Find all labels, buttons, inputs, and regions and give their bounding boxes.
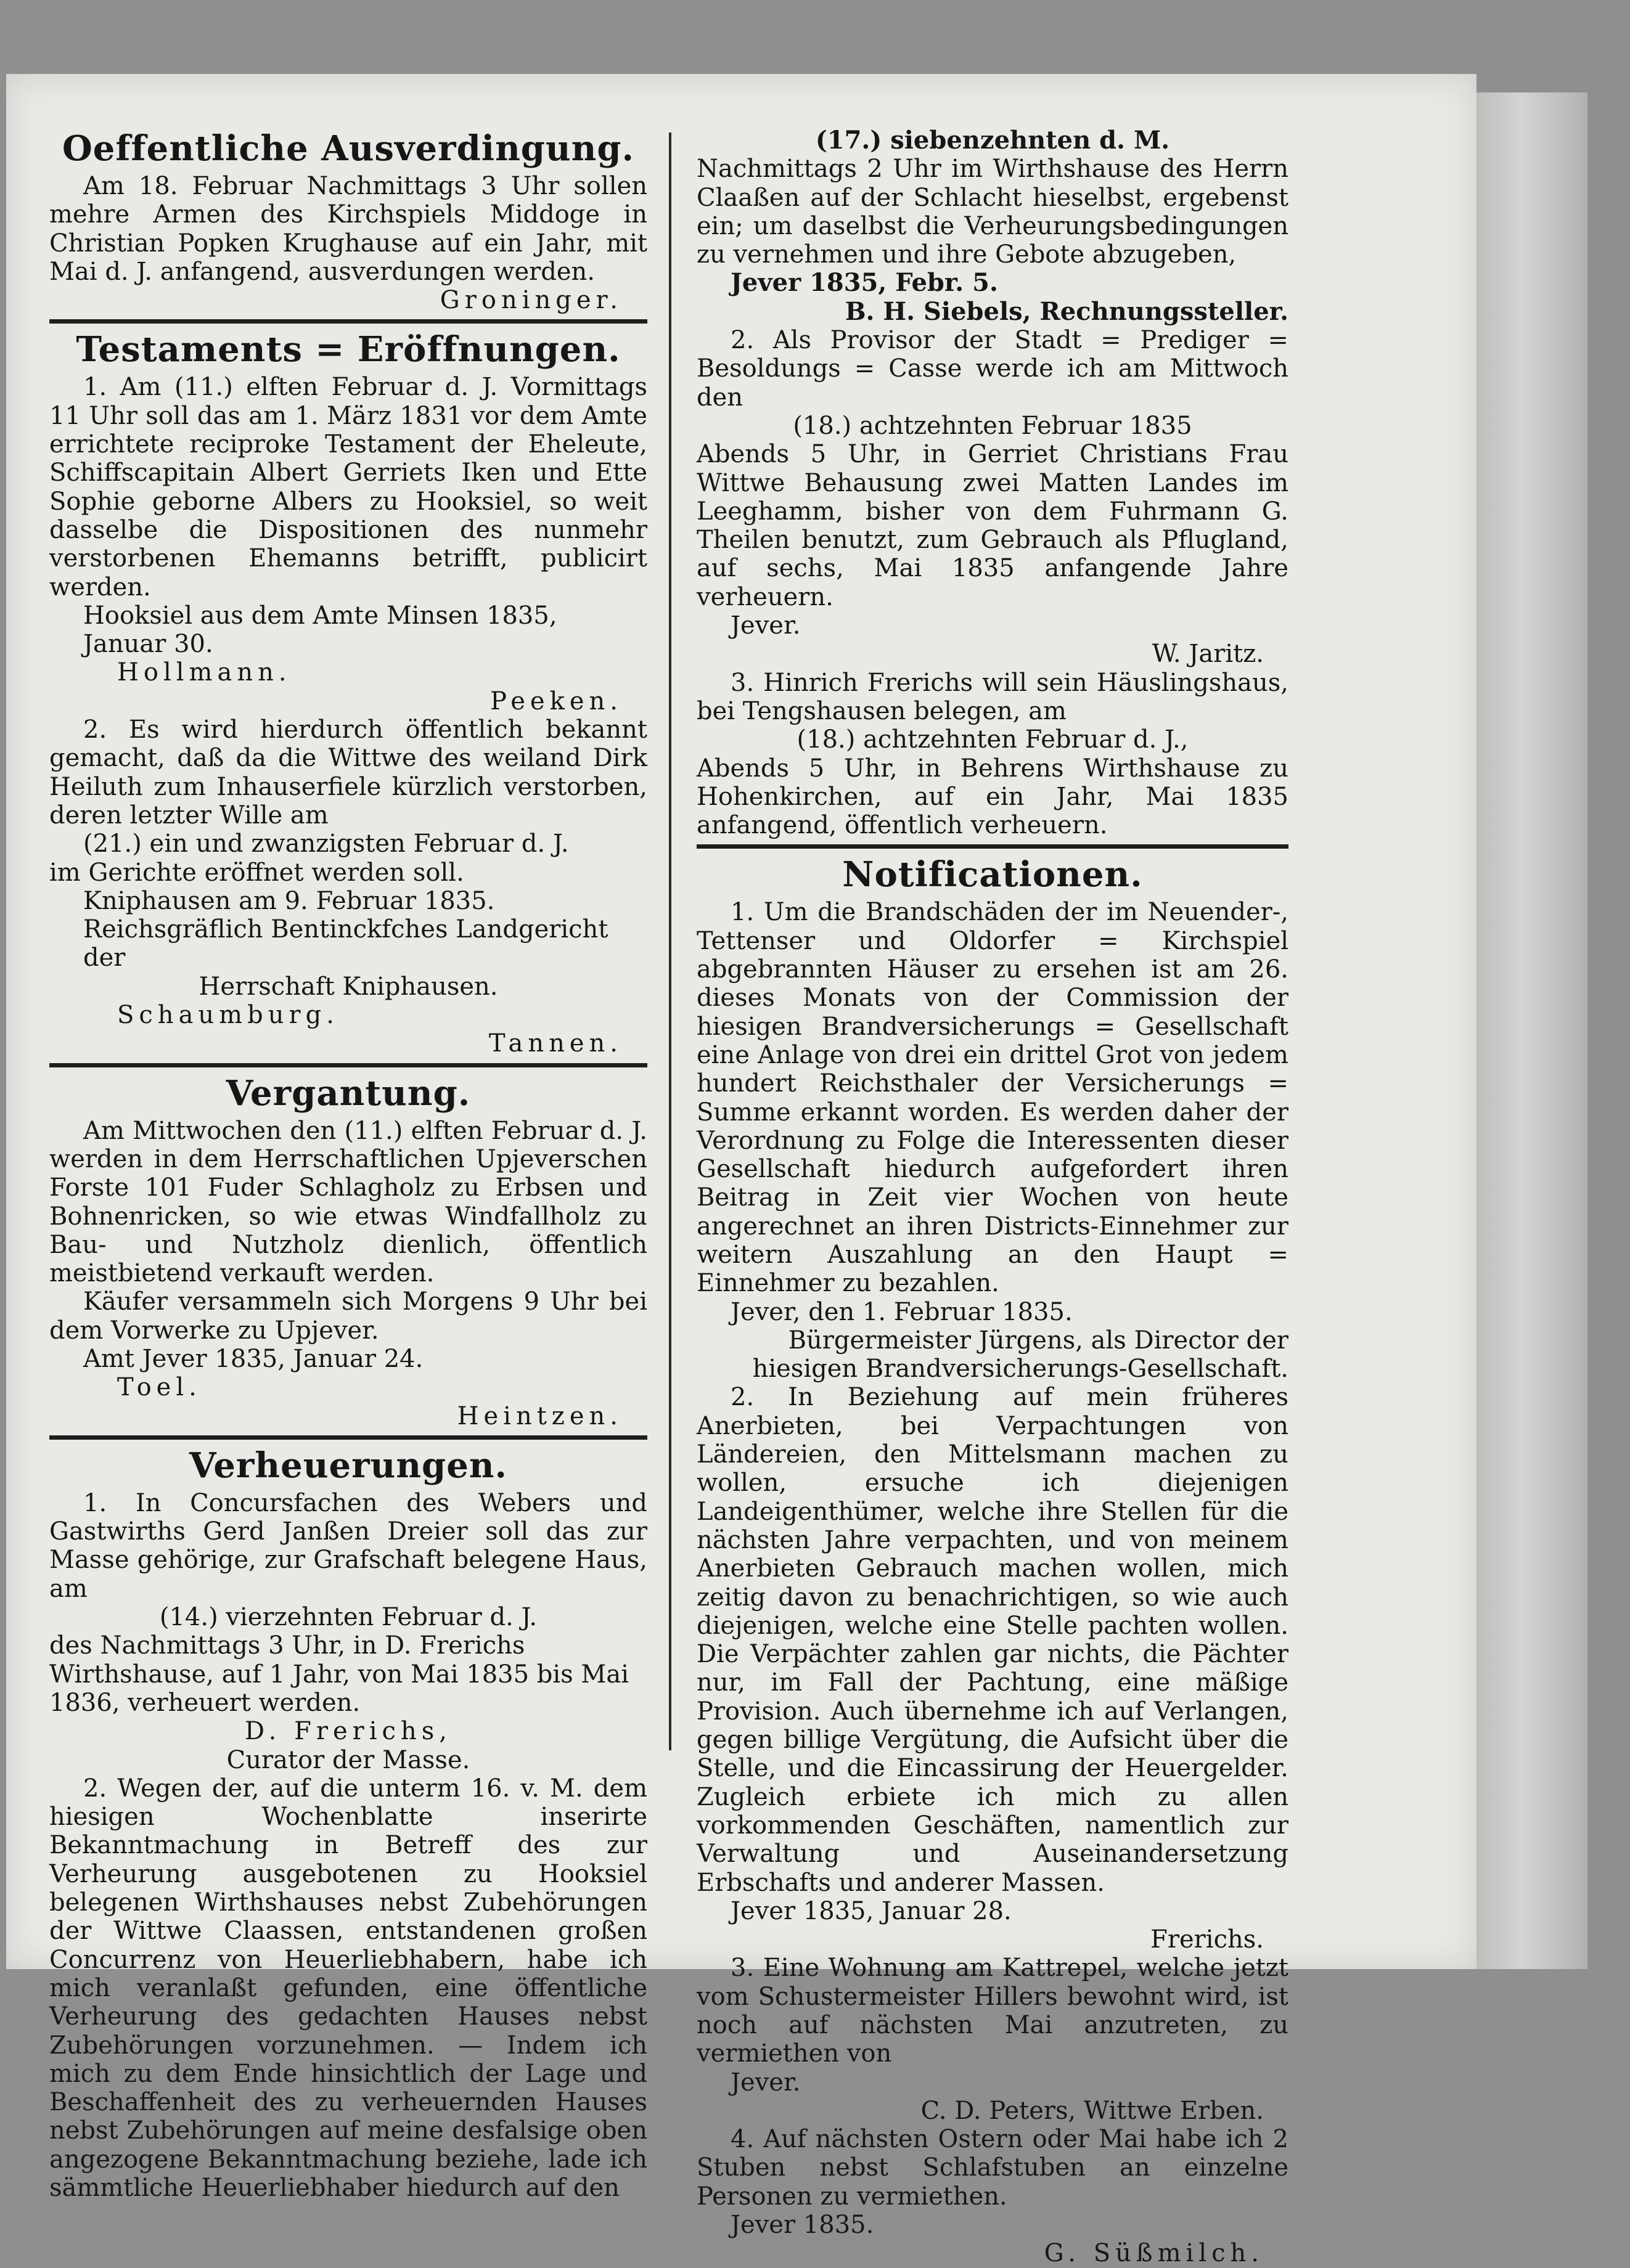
place-date: Jever. (731, 611, 801, 640)
right-column (697, 126, 1288, 2268)
signature: Heintzen. (457, 1401, 623, 1430)
notice-body: Am Mittwochen den (11.) elften Februar d. J. werden in dem Herrschaftlichen Upjeverschen Forste 101 Fuder Schlagholz zu Erbsen und Bohnenricken, so wie etwas Windfallholz zu Bau- und Nutzholz dienlich, öffentlich meistbietend verkauft werden. (49, 1116, 647, 1288)
date-line: (14.) vierzehnten Februar d. J. (159, 1603, 538, 1632)
notice-body: Nachmittags 2 Uhr im Wirthshause des Herrn Claaßen auf der Schlacht hieselbst, ergebenst ein; um daselbst die Verheurungsbedingungen zu vernehmen und ihre Gebote abzugeben, (697, 155, 1288, 269)
date-line: (17.) siebenzehnten d. M. (815, 126, 1170, 155)
section-heading: Notificationen. (842, 854, 1143, 895)
notice-body: Abends 5 Uhr, in Gerriet Christians Frau Wittwe Behausung zwei Matten Landes im Leeghamm, bisher von dem Fuhrmann G. Theilen benutzt, zum Gebrauch als Pflugland, auf sechs, Mai 1835 anfangende Jahre verheuern. (697, 440, 1288, 611)
page-edge (1476, 92, 1587, 1969)
place-date: Jever 1835, Januar 28. (731, 1896, 1012, 1925)
date-line: (18.) achtzehnten Februar d. J., (797, 725, 1189, 754)
signature: Bürgermeister Jürgens, als Director der (788, 1326, 1288, 1355)
notice-body: im Gerichte eröffnet werden soll. (49, 858, 464, 887)
place-date: Jever 1835, Febr. 5. (731, 268, 998, 298)
notice-body: des Nachmittags 3 Uhr, in D. Frerichs Wirthshause, auf 1 Jahr, von Mai 1835 bis Mai 1836, verheuert werden. (49, 1631, 629, 1717)
section-rule (49, 319, 647, 324)
notice-body: 1. Um die Brandschäden der im Neuender-, Tettenser und Oldorfer = Kirchspiel abgebrannten Häuser zu ersehen ist am 26. dieses Monats von der Commission der hiesigen Brandversicherungs = Gesellschaft eine Anlage von drei ein drittel Grot von jedem hundert Reichsthaler der Versicherungs = Summe erkannt worden. Es werden daher der Verordnung zu Folge die Interessenten dieser Gesellschaft hiedurch aufgefordert ihren Beitrag in Zeit vier Wochen von heute angerechnet an ihren Districts-Einnehmer zur weitern Auszahlung an den Haupt = Einnehmer zu bezahlen. (697, 898, 1288, 1298)
section-heading: Verheuerungen. (189, 1445, 508, 1486)
notice-verheuerungen (49, 1446, 647, 2202)
notice-ausverdingung (49, 129, 647, 314)
signature: Curator der Masse. (226, 1745, 470, 1774)
section-rule (49, 1063, 647, 1067)
notice-body: 1. In Concursfachen des Webers und Gastwirths Gerd Janßen Dreier soll das zur Masse gehörige, zur Grafschaft belegene Haus, am (49, 1488, 647, 1603)
section-heading: Testaments = Eröffnungen. (76, 329, 621, 370)
notice-testaments (49, 330, 647, 1058)
section-rule (697, 844, 1288, 849)
signature: Schaumburg. (117, 1001, 339, 1030)
notice-body: Abends 5 Uhr, in Behrens Wirthshause zu Hohenkirchen, auf ein Jahr, Mai 1835 anfangend, öffentlich verheuern. (697, 754, 1288, 840)
place-date: Kniphausen am 9. Februar 1835. (83, 886, 495, 915)
notice-body: 2. Wegen der, auf die unterm 16. v. M. dem hiesigen Wochenblatte inserirte Bekanntmachung in Betreff des zur Verheurung ausgebotenen zu Hooksiel belegenen Wirthshauses nebst Zubehörungen der Wittwe Claassen, entstandenen großen Concurrenz von Heuerliebhabern, habe ich mich veranlaßt gefunden, eine öffentliche Verheurung des gedachten Hauses nebst Zubehörungen vorzunehmen. — Indem ich mich zu dem Ende hinsichtlich der Lage und Beschaffenheit des zu verheuernden Hauses nebst Zubehörungen auf meine desfalsige oben angezogene Bekanntmachung beziehe, lade ich sämmtliche Heuerliebhaber hiedurch auf den (49, 1774, 647, 2202)
signature: G. Süßmilch. (1044, 2239, 1264, 2268)
date-line: (18.) achtzehnten Februar 1835 (793, 411, 1192, 440)
signature: hiesigen Brandversicherungs-Gesellschaft. (752, 1355, 1288, 1384)
signature: Tannen. (488, 1029, 623, 1058)
signature: Peeken. (490, 687, 623, 716)
signature: Frerichs. (1150, 1925, 1264, 1954)
date-line: (21.) ein und zwanzigsten Februar d. J. (83, 830, 569, 859)
signature: B. H. Siebels, Rechnungssteller. (845, 296, 1288, 326)
court-line: Reichsgräflich Bentinckfches Landgericht der (83, 915, 608, 973)
notice-body: 2. Es wird hierdurch öffentlich bekannt gemacht, daß da die Wittwe des weiland Dirk Heiluth zum Inhauserfiele kürzlich verstorben, deren letzter Wille am (49, 716, 647, 830)
section-rule (49, 1435, 647, 1440)
place-date: Amt Jever 1835, Januar 24. (83, 1344, 424, 1373)
court-line: Herrschaft Kniphausen. (199, 972, 498, 1001)
notice-body: Am 18. Februar Nachmittags 3 Uhr sollen mehre Armen des Kirchspiels Middoge in Christian Popken Krughause auf ein Jahr, mit Mai d. J. anfangend, ausverdungen werden. (49, 172, 647, 286)
notice-body: 3. Eine Wohnung am Kattrepel, welche jetzt vom Schustermeister Hillers bewohnt wird, ist noch auf nächsten Mai anzutreten, zu vermiethen von (697, 1954, 1288, 2068)
place-date: Jever, den 1. Februar 1835. (731, 1297, 1073, 1326)
signature: C. D. Peters, Wittwe Erben. (920, 2096, 1264, 2125)
notice-body: 2. In Beziehung auf mein früheres Anerbieten, bei Verpachtungen von Ländereien, den Mittelsmann machen zu wollen, ersuche ich diejenigen Landeigenthümer, welche ihre Stellen für die nächsten Jahre verpachten, und von meinem Anerbieten Gebrauch machen wollen, mich zeitig davon zu benachrichtigen, so wie auch diejenigen, welche eine Stelle pachten wollen. Die Verpächter zahlen gar nichts, die Pächter nur, im Fall der Pachtung, eine mäßige Provision. Auch übernehme ich auf Verlangen, gegen billige Vergütung, die Aufsicht über die Stelle, und die Eincassirung der Heuergelder. Zugleich erbiete ich mich zu allen vorkommenden Geschäften, namentlich zur Verwaltung und Auseinandersetzung Erbschafts und anderer Massen. (697, 1383, 1288, 1897)
signature: W. Jaritz. (1152, 640, 1264, 669)
notice-vergantung (49, 1074, 647, 1430)
column-divider (669, 133, 671, 1750)
notice-body: Käufer versammeln sich Morgens 9 Uhr bei dem Vorwerke zu Upjever. (49, 1287, 647, 1345)
place-date: Jever. (731, 2068, 801, 2097)
notice-body: 3. Hinrich Frerichs will sein Häuslingshaus, bei Tengshausen belegen, am (697, 668, 1288, 725)
signature: Hollmann. (117, 658, 292, 687)
section-heading: Vergantung. (226, 1072, 471, 1114)
notice-body: 1. Am (11.) elften Februar d. J. Vormittags 11 Uhr soll das am 1. März 1831 vor dem Amte errichtete reciproke Testament der Eheleute, Schiffscapitain Albert Gerriets Iken und Ette Sophie geborne Albers zu Hooksiel, so weit dasselbe die Dispositionen des nunmehr verstorbenen Ehemanns betrifft, publicirt werden. (49, 373, 647, 602)
signature: Toel. (117, 1373, 202, 1402)
signature: Groninger. (440, 286, 623, 315)
left-column (49, 126, 647, 2202)
notice-body: 4. Auf nächsten Ostern oder Mai habe ich 2 Stuben nebst Schlafstuben an einzelne Personen zu vermiethen. (697, 2125, 1288, 2211)
section-heading: Oeffentliche Ausverdingung. (62, 128, 635, 169)
place-date: Jever 1835. (731, 2211, 874, 2240)
place-date: Hooksiel aus dem Amte Minsen 1835, Januar 30. (83, 601, 557, 659)
notice-body: 2. Als Provisor der Stadt = Prediger = Besoldungs = Casse werde ich am Mittwoch den (697, 326, 1288, 412)
signature: D. Frerichs, (245, 1717, 452, 1746)
